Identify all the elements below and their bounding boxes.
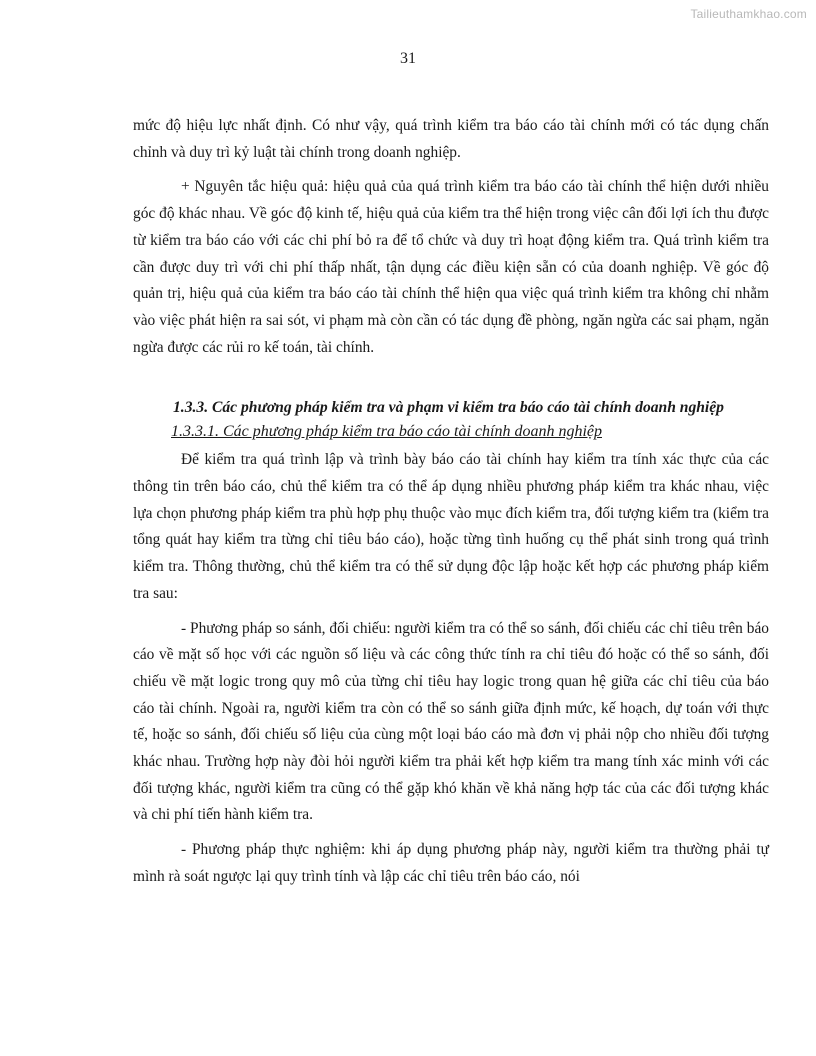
paragraph: + Nguyên tắc hiệu quả: hiệu quả của quá trình kiểm tra báo cáo tài chính thể hiện dưới nhiều góc độ khác nhau. Về góc độ kinh tế, hiệu quả của kiểm tra thể hiện trong việc cân đối lợi ích thu được từ kiểm tra báo cáo với các chi phí bỏ ra để tổ chức và duy trì hoạt động kiểm tra. Quá trình kiểm tra cần được duy trì với chi phí thấp nhất, tận dụng các điều kiện sẵn có của doanh nghiệp. Về góc độ quản trị, hiệu quả của kiểm tra báo cáo tài chính thể hiện qua việc quá trình kiểm tra không chỉ nhằm vào việc phát hiện ra sai sót, vi phạm mà còn cần có tác dụng đề phòng, ngăn ngừa các sai phạm, ngăn ngừa được các rủi ro kế toán, tài chính. <box>133 178 769 356</box>
page-body <box>133 113 769 899</box>
paragraph: - Phương pháp thực nghiệm: khi áp dụng phương pháp này, người kiểm tra thường phải tự mình rà soát ngược lại quy trình tính và lập các chỉ tiêu trên báo cáo, nói <box>133 841 769 885</box>
paragraph: - Phương pháp so sánh, đối chiếu: người kiểm tra có thể so sánh, đối chiếu các chỉ tiêu trên báo cáo về mặt số học với các nguồn số liệu và các công thức tính ra chỉ tiêu đó hoặc có thể so sánh, đối chiếu về mặt logic trong quy mô của từng chỉ tiêu hay logic trong quan hệ giữa các chỉ tiêu của báo cáo tài chính. Ngoài ra, người kiểm tra còn có thể so sánh giữa định mức, kế hoạch, dự toán với thực tế, hoặc so sánh, đối chiếu số liệu của cùng một loại báo cáo mà đơn vị phải nộp cho nhiều đối tượng khác nhau. Trường hợp này đòi hỏi người kiểm tra phải kết hợp kiểm tra mang tính xác minh với các đối tượng khác, người kiểm tra cũng có thể gặp khó khăn về khả năng hợp tác của các đối tượng khác và chi phí tiến hành kiểm tra. <box>133 619 769 824</box>
watermark: Tailieuthamkhao.com <box>690 7 807 21</box>
page-number: 31 <box>400 50 416 67</box>
section-heading: 1.3.3. Các phương pháp kiểm tra và phạm vi kiểm tra báo cáo tài chính doanh nghiệp <box>173 399 724 417</box>
section-spacer <box>133 369 769 397</box>
paragraph: Để kiểm tra quá trình lập và trình bày báo cáo tài chính hay kiểm tra tính xác thực của các thông tin trên báo cáo, chủ thể kiểm tra có thể áp dụng nhiều phương pháp kiểm tra khác nhau, việc lựa chọn phương pháp kiểm tra phù hợp phụ thuộc vào mục đích kiểm tra, đối tượng kiểm tra (kiểm tra tổng quát hay kiểm tra từng chỉ tiêu báo cáo), hoặc từng tình huống cụ thể phát sinh trong quá trình kiểm tra. Thông thường, chủ thể kiểm tra có thể sử dụng độc lập hoặc kết hợp các phương pháp kiểm tra sau: <box>133 451 769 602</box>
paragraph: mức độ hiệu lực nhất định. Có như vậy, quá trình kiểm tra báo cáo tài chính mới có tác dụng chấn chỉnh và duy trì kỷ luật tài chính trong doanh nghiệp. <box>133 117 769 161</box>
subsection-heading: 1.3.3.1. Các phương pháp kiểm tra báo cáo tài chính doanh nghiệp <box>171 423 602 441</box>
